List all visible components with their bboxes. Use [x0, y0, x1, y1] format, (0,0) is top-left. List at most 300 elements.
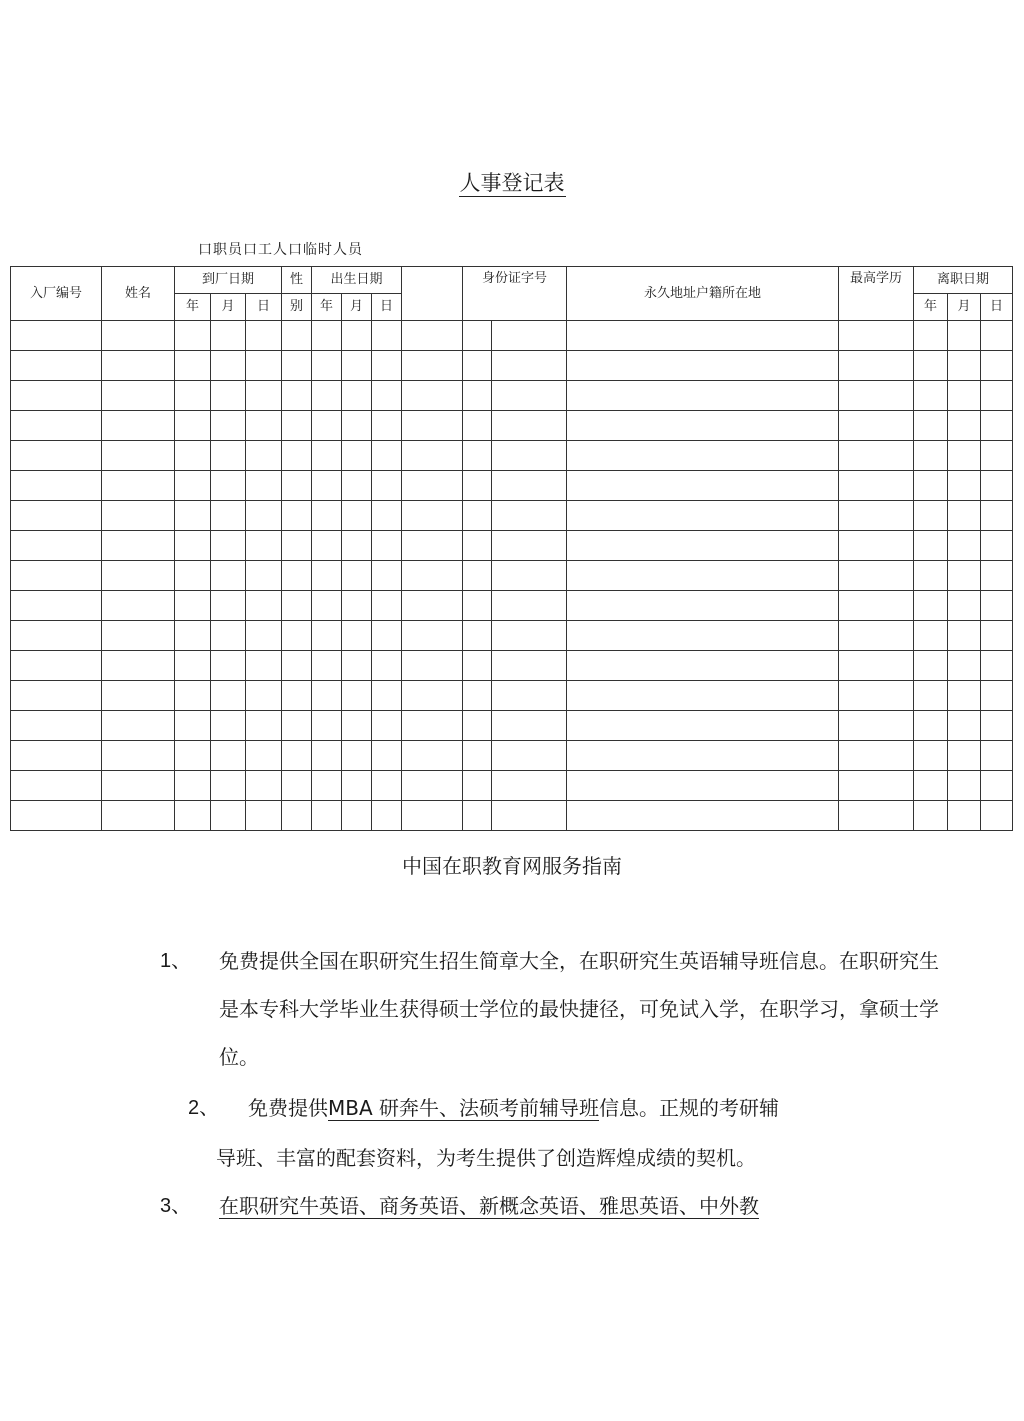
- table-cell[interactable]: [11, 501, 102, 531]
- table-cell[interactable]: [11, 681, 102, 711]
- table-cell[interactable]: [839, 531, 914, 561]
- table-cell[interactable]: [11, 471, 102, 501]
- table-cell[interactable]: [914, 321, 948, 351]
- table-cell[interactable]: [211, 501, 246, 531]
- table-cell[interactable]: [914, 561, 948, 591]
- table-cell[interactable]: [839, 381, 914, 411]
- table-cell[interactable]: [914, 591, 948, 621]
- table-cell[interactable]: [11, 321, 102, 351]
- table-cell[interactable]: [839, 741, 914, 771]
- table-cell[interactable]: [342, 531, 372, 561]
- table-cell[interactable]: [839, 621, 914, 651]
- table-cell[interactable]: [11, 591, 102, 621]
- table-cell[interactable]: [981, 321, 1013, 351]
- table-cell[interactable]: [102, 591, 175, 621]
- table-cell[interactable]: [312, 501, 342, 531]
- table-cell[interactable]: [402, 351, 463, 381]
- table-cell[interactable]: [312, 411, 342, 441]
- table-cell[interactable]: [492, 711, 567, 741]
- table-cell[interactable]: [282, 771, 312, 801]
- table-cell[interactable]: [372, 771, 402, 801]
- table-cell[interactable]: [246, 621, 282, 651]
- table-cell[interactable]: [175, 411, 211, 441]
- table-cell[interactable]: [372, 591, 402, 621]
- table-cell[interactable]: [282, 651, 312, 681]
- table-cell[interactable]: [372, 501, 402, 531]
- table-cell[interactable]: [211, 441, 246, 471]
- table-cell[interactable]: [211, 591, 246, 621]
- table-cell[interactable]: [102, 351, 175, 381]
- table-cell[interactable]: [175, 621, 211, 651]
- table-cell[interactable]: [312, 531, 342, 561]
- table-cell[interactable]: [282, 741, 312, 771]
- table-cell[interactable]: [839, 681, 914, 711]
- table-cell[interactable]: [282, 621, 312, 651]
- table-row: [11, 711, 1013, 741]
- table-cell[interactable]: [981, 681, 1013, 711]
- table-cell[interactable]: [463, 711, 492, 741]
- table-cell[interactable]: [948, 591, 981, 621]
- table-cell[interactable]: [342, 621, 372, 651]
- header-leave-date: 离职日期: [914, 267, 1013, 294]
- table-cell[interactable]: [282, 381, 312, 411]
- table-cell[interactable]: [246, 381, 282, 411]
- table-cell[interactable]: [102, 441, 175, 471]
- table-cell[interactable]: [948, 321, 981, 351]
- table-cell[interactable]: [282, 711, 312, 741]
- table-cell[interactable]: [102, 561, 175, 591]
- table-cell[interactable]: [312, 381, 342, 411]
- table-cell[interactable]: [211, 801, 246, 831]
- table-cell[interactable]: [567, 561, 839, 591]
- table-cell[interactable]: [282, 471, 312, 501]
- table-cell[interactable]: [981, 351, 1013, 381]
- table-cell[interactable]: [211, 681, 246, 711]
- table-cell[interactable]: [175, 471, 211, 501]
- table-cell[interactable]: [402, 741, 463, 771]
- table-cell[interactable]: [312, 561, 342, 591]
- table-cell[interactable]: [948, 741, 981, 771]
- table-cell[interactable]: [492, 471, 567, 501]
- table-cell[interactable]: [342, 711, 372, 741]
- header-arrival-date: 到厂日期: [175, 267, 282, 294]
- table-cell[interactable]: [981, 411, 1013, 441]
- table-cell[interactable]: [102, 621, 175, 651]
- table-cell[interactable]: [211, 771, 246, 801]
- table-cell[interactable]: [211, 741, 246, 771]
- table-cell[interactable]: [175, 801, 211, 831]
- table-cell[interactable]: [492, 351, 567, 381]
- table-cell[interactable]: [981, 711, 1013, 741]
- table-cell[interactable]: [246, 741, 282, 771]
- table-cell[interactable]: [342, 741, 372, 771]
- table-cell[interactable]: [463, 471, 492, 501]
- table-cell[interactable]: [567, 771, 839, 801]
- table-cell[interactable]: [372, 741, 402, 771]
- table-cell[interactable]: [839, 651, 914, 681]
- table-cell[interactable]: [948, 471, 981, 501]
- table-cell[interactable]: [402, 441, 463, 471]
- table-cell[interactable]: [567, 591, 839, 621]
- table-cell[interactable]: [102, 711, 175, 741]
- table-cell[interactable]: [11, 771, 102, 801]
- table-cell[interactable]: [463, 381, 492, 411]
- table-cell[interactable]: [981, 561, 1013, 591]
- table-cell[interactable]: [981, 531, 1013, 561]
- table-cell[interactable]: [492, 681, 567, 711]
- table-cell[interactable]: [11, 651, 102, 681]
- table-cell[interactable]: [372, 801, 402, 831]
- table-cell[interactable]: [312, 801, 342, 831]
- table-cell[interactable]: [312, 771, 342, 801]
- table-cell[interactable]: [492, 741, 567, 771]
- table-cell[interactable]: [463, 741, 492, 771]
- table-cell[interactable]: [246, 711, 282, 741]
- table-cell[interactable]: [948, 801, 981, 831]
- table-cell[interactable]: [282, 591, 312, 621]
- table-cell[interactable]: [211, 471, 246, 501]
- table-cell[interactable]: [981, 771, 1013, 801]
- table-cell[interactable]: [246, 771, 282, 801]
- table-cell[interactable]: [175, 681, 211, 711]
- table-cell[interactable]: [492, 591, 567, 621]
- table-cell[interactable]: [175, 531, 211, 561]
- table-cell[interactable]: [342, 561, 372, 591]
- table-cell[interactable]: [463, 321, 492, 351]
- table-row: [11, 441, 1013, 471]
- table-cell[interactable]: [342, 651, 372, 681]
- table-cell[interactable]: [282, 411, 312, 441]
- table-cell[interactable]: [312, 591, 342, 621]
- table-cell[interactable]: [372, 411, 402, 441]
- table-cell[interactable]: [312, 651, 342, 681]
- table-cell[interactable]: [981, 471, 1013, 501]
- table-cell[interactable]: [282, 351, 312, 381]
- table-cell[interactable]: [246, 321, 282, 351]
- table-cell[interactable]: [282, 441, 312, 471]
- item-3-link[interactable]: 在职研究牛英语、商务英语、新概念英语、雅思英语、中外教: [219, 1194, 759, 1218]
- table-cell[interactable]: [567, 441, 839, 471]
- table-cell[interactable]: [342, 801, 372, 831]
- table-cell[interactable]: [948, 441, 981, 471]
- table-cell[interactable]: [175, 771, 211, 801]
- table-cell[interactable]: [492, 441, 567, 471]
- table-cell[interactable]: [102, 321, 175, 351]
- table-cell[interactable]: [463, 561, 492, 591]
- table-cell[interactable]: [914, 531, 948, 561]
- item-2-link[interactable]: MBA 研奔牛、法硕考前辅导班: [328, 1096, 600, 1120]
- table-cell[interactable]: [567, 681, 839, 711]
- table-cell[interactable]: [246, 471, 282, 501]
- item-2-line-2: 导班、丰富的配套资料，为考生提供了创造辉煌成绩的契机。: [216, 1146, 756, 1170]
- table-cell[interactable]: [11, 711, 102, 741]
- table-cell[interactable]: [839, 321, 914, 351]
- table-cell[interactable]: [175, 351, 211, 381]
- table-cell[interactable]: [463, 771, 492, 801]
- table-cell[interactable]: [102, 381, 175, 411]
- table-cell[interactable]: [463, 801, 492, 831]
- table-cell[interactable]: [914, 471, 948, 501]
- table-cell[interactable]: [342, 591, 372, 621]
- table-cell[interactable]: [839, 471, 914, 501]
- table-cell[interactable]: [102, 411, 175, 441]
- table-cell[interactable]: [463, 411, 492, 441]
- table-cell[interactable]: [839, 591, 914, 621]
- table-cell[interactable]: [342, 441, 372, 471]
- table-cell[interactable]: [102, 501, 175, 531]
- table-cell[interactable]: [981, 651, 1013, 681]
- table-cell[interactable]: [372, 441, 402, 471]
- table-cell[interactable]: [981, 381, 1013, 411]
- table-cell[interactable]: [463, 501, 492, 531]
- table-cell[interactable]: [948, 351, 981, 381]
- table-cell[interactable]: [372, 531, 402, 561]
- table-cell[interactable]: [342, 321, 372, 351]
- table-cell[interactable]: [914, 441, 948, 471]
- table-cell[interactable]: [981, 501, 1013, 531]
- table-cell[interactable]: [175, 321, 211, 351]
- table-cell[interactable]: [312, 471, 342, 501]
- table-cell[interactable]: [312, 741, 342, 771]
- table-cell[interactable]: [211, 381, 246, 411]
- table-cell[interactable]: [402, 471, 463, 501]
- table-cell[interactable]: [11, 381, 102, 411]
- table-cell[interactable]: [246, 801, 282, 831]
- table-cell[interactable]: [463, 621, 492, 651]
- table-cell[interactable]: [402, 591, 463, 621]
- table-cell[interactable]: [282, 531, 312, 561]
- table-cell[interactable]: [175, 741, 211, 771]
- table-cell[interactable]: [102, 741, 175, 771]
- table-cell[interactable]: [246, 351, 282, 381]
- table-cell[interactable]: [402, 651, 463, 681]
- table-cell[interactable]: [948, 771, 981, 801]
- table-cell[interactable]: [211, 621, 246, 651]
- table-cell[interactable]: [567, 711, 839, 741]
- table-cell[interactable]: [914, 381, 948, 411]
- table-cell[interactable]: [102, 771, 175, 801]
- table-cell[interactable]: [282, 561, 312, 591]
- table-cell[interactable]: [342, 351, 372, 381]
- table-cell[interactable]: [839, 561, 914, 591]
- table-cell[interactable]: [567, 531, 839, 561]
- table-cell[interactable]: [839, 501, 914, 531]
- table-cell[interactable]: [981, 591, 1013, 621]
- table-cell[interactable]: [402, 561, 463, 591]
- table-cell[interactable]: [312, 351, 342, 381]
- table-cell[interactable]: [567, 651, 839, 681]
- table-cell[interactable]: [342, 681, 372, 711]
- table-cell[interactable]: [175, 591, 211, 621]
- table-cell[interactable]: [492, 801, 567, 831]
- table-cell[interactable]: [211, 561, 246, 591]
- table-cell[interactable]: [914, 351, 948, 381]
- table-cell[interactable]: [11, 531, 102, 561]
- item-2-pre: 免费提供: [248, 1096, 328, 1120]
- table-cell[interactable]: [914, 501, 948, 531]
- table-cell[interactable]: [372, 621, 402, 651]
- leave-day: 日: [981, 294, 1013, 321]
- table-cell[interactable]: [948, 711, 981, 741]
- table-cell[interactable]: [567, 411, 839, 441]
- table-cell[interactable]: [402, 531, 463, 561]
- table-cell[interactable]: [312, 621, 342, 651]
- table-cell[interactable]: [246, 531, 282, 561]
- table-cell[interactable]: [839, 801, 914, 831]
- table-cell[interactable]: [102, 681, 175, 711]
- table-cell[interactable]: [211, 321, 246, 351]
- table-cell[interactable]: [839, 771, 914, 801]
- table-cell[interactable]: [246, 411, 282, 441]
- table-cell[interactable]: [102, 471, 175, 501]
- table-cell[interactable]: [372, 471, 402, 501]
- table-cell[interactable]: [11, 351, 102, 381]
- table-cell[interactable]: [948, 501, 981, 531]
- table-cell[interactable]: [246, 561, 282, 591]
- table-cell[interactable]: [567, 621, 839, 651]
- table-cell[interactable]: [948, 651, 981, 681]
- table-cell[interactable]: [567, 801, 839, 831]
- table-cell[interactable]: [463, 591, 492, 621]
- table-cell[interactable]: [246, 651, 282, 681]
- table-cell[interactable]: [567, 471, 839, 501]
- table-cell[interactable]: [914, 621, 948, 651]
- table-cell[interactable]: [948, 681, 981, 711]
- header-birth-date: 出生日期: [312, 267, 402, 294]
- table-cell[interactable]: [246, 441, 282, 471]
- table-cell[interactable]: [402, 501, 463, 531]
- table-cell[interactable]: [402, 711, 463, 741]
- table-cell[interactable]: [914, 771, 948, 801]
- table-cell[interactable]: [282, 501, 312, 531]
- table-cell[interactable]: [211, 531, 246, 561]
- table-cell[interactable]: [246, 501, 282, 531]
- table-cell[interactable]: [246, 681, 282, 711]
- table-cell[interactable]: [282, 321, 312, 351]
- table-cell[interactable]: [312, 711, 342, 741]
- table-cell[interactable]: [342, 381, 372, 411]
- table-cell[interactable]: [492, 621, 567, 651]
- table-cell[interactable]: [492, 651, 567, 681]
- table-cell[interactable]: [372, 651, 402, 681]
- table-cell[interactable]: [11, 741, 102, 771]
- table-cell[interactable]: [567, 321, 839, 351]
- table-cell[interactable]: [463, 441, 492, 471]
- table-cell[interactable]: [463, 651, 492, 681]
- table-cell[interactable]: [914, 681, 948, 711]
- table-cell[interactable]: [463, 351, 492, 381]
- table-cell[interactable]: [211, 411, 246, 441]
- table-cell[interactable]: [175, 561, 211, 591]
- table-cell[interactable]: [11, 561, 102, 591]
- table-cell[interactable]: [567, 741, 839, 771]
- table-cell[interactable]: [342, 771, 372, 801]
- table-cell[interactable]: [492, 561, 567, 591]
- table-cell[interactable]: [948, 561, 981, 591]
- table-cell[interactable]: [914, 741, 948, 771]
- table-cell[interactable]: [342, 471, 372, 501]
- table-cell[interactable]: [372, 381, 402, 411]
- table-cell[interactable]: [492, 381, 567, 411]
- table-cell[interactable]: [492, 771, 567, 801]
- table-cell[interactable]: [102, 651, 175, 681]
- table-cell[interactable]: [282, 801, 312, 831]
- table-cell[interactable]: [372, 561, 402, 591]
- table-cell[interactable]: [102, 801, 175, 831]
- table-cell[interactable]: [246, 591, 282, 621]
- table-cell[interactable]: [839, 351, 914, 381]
- table-cell[interactable]: [402, 621, 463, 651]
- table-cell[interactable]: [914, 711, 948, 741]
- table-cell[interactable]: [463, 681, 492, 711]
- table-cell[interactable]: [282, 681, 312, 711]
- table-cell[interactable]: [402, 801, 463, 831]
- table-cell[interactable]: [948, 381, 981, 411]
- table-cell[interactable]: [914, 651, 948, 681]
- table-cell[interactable]: [372, 681, 402, 711]
- table-cell[interactable]: [175, 501, 211, 531]
- table-cell[interactable]: [175, 441, 211, 471]
- table-cell[interactable]: [463, 531, 492, 561]
- table-cell[interactable]: [914, 411, 948, 441]
- table-cell[interactable]: [492, 501, 567, 531]
- table-cell[interactable]: [312, 441, 342, 471]
- table-cell[interactable]: [211, 711, 246, 741]
- staff-category-options: 口职员口工人口临时人员: [198, 242, 363, 258]
- table-cell[interactable]: [372, 711, 402, 741]
- table-cell[interactable]: [567, 351, 839, 381]
- table-cell[interactable]: [948, 531, 981, 561]
- table-cell[interactable]: [175, 651, 211, 681]
- table-cell[interactable]: [914, 801, 948, 831]
- table-cell[interactable]: [11, 411, 102, 441]
- table-cell[interactable]: [981, 801, 1013, 831]
- table-cell[interactable]: [11, 801, 102, 831]
- table-cell[interactable]: [492, 321, 567, 351]
- table-cell[interactable]: [211, 351, 246, 381]
- table-cell[interactable]: [839, 711, 914, 741]
- table-cell[interactable]: [402, 411, 463, 441]
- table-cell[interactable]: [372, 351, 402, 381]
- table-cell[interactable]: [567, 381, 839, 411]
- table-cell[interactable]: [492, 411, 567, 441]
- table-cell[interactable]: [175, 711, 211, 741]
- table-cell[interactable]: [342, 501, 372, 531]
- table-cell[interactable]: [567, 501, 839, 531]
- table-cell[interactable]: [11, 441, 102, 471]
- table-cell[interactable]: [342, 411, 372, 441]
- table-cell[interactable]: [948, 621, 981, 651]
- table-cell[interactable]: [981, 441, 1013, 471]
- table-cell[interactable]: [402, 681, 463, 711]
- table-cell[interactable]: [981, 741, 1013, 771]
- table-cell[interactable]: [175, 381, 211, 411]
- table-cell[interactable]: [492, 531, 567, 561]
- table-cell[interactable]: [402, 381, 463, 411]
- table-cell[interactable]: [402, 321, 463, 351]
- table-cell[interactable]: [102, 531, 175, 561]
- table-cell[interactable]: [839, 411, 914, 441]
- table-cell[interactable]: [211, 651, 246, 681]
- table-cell[interactable]: [312, 321, 342, 351]
- table-cell[interactable]: [981, 621, 1013, 651]
- table-cell[interactable]: [372, 321, 402, 351]
- table-cell[interactable]: [312, 681, 342, 711]
- table-cell[interactable]: [948, 411, 981, 441]
- table-cell[interactable]: [839, 441, 914, 471]
- table-cell[interactable]: [11, 621, 102, 651]
- table-cell[interactable]: [402, 771, 463, 801]
